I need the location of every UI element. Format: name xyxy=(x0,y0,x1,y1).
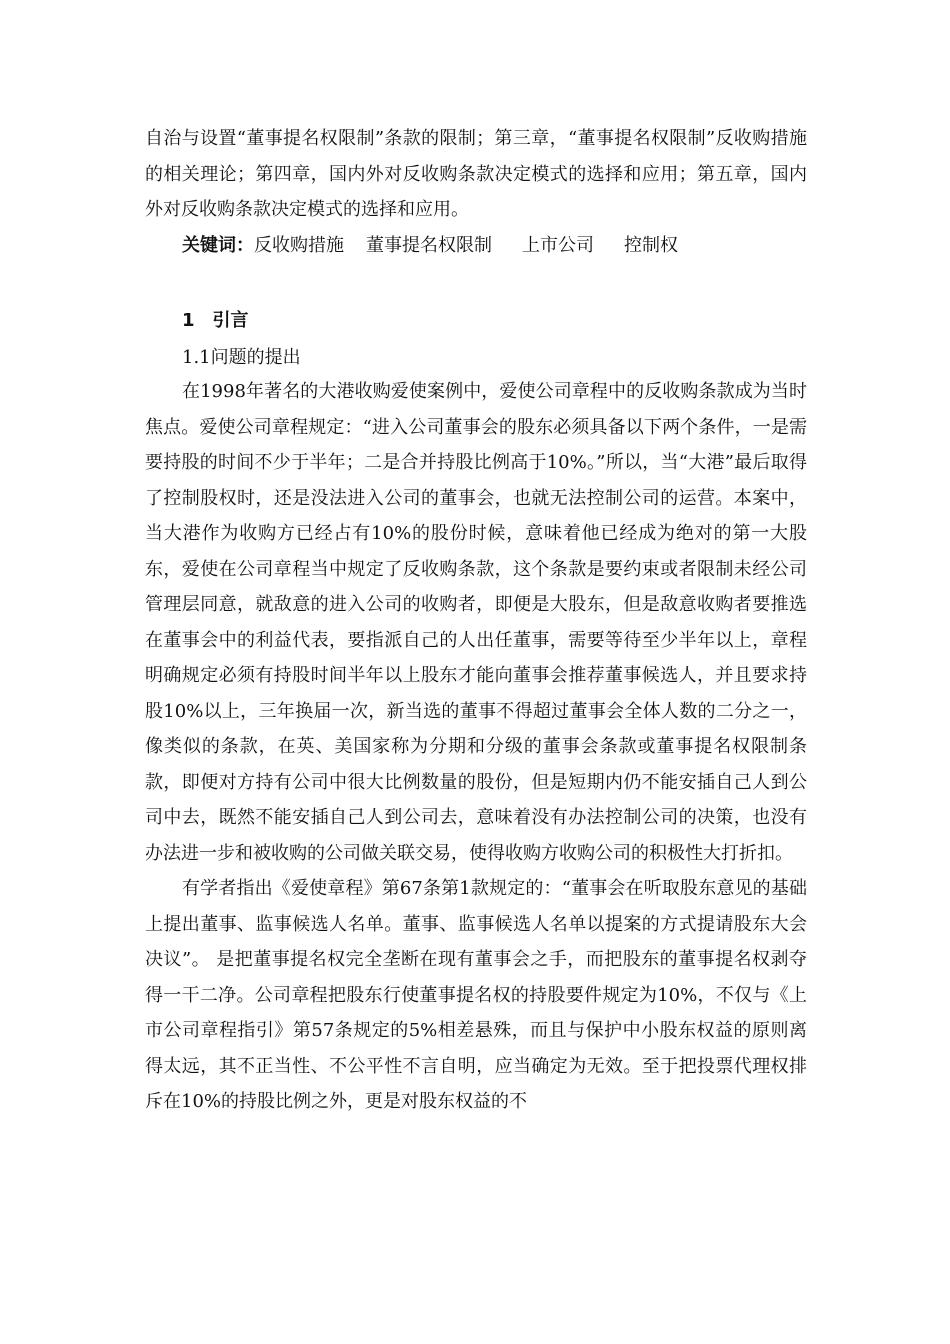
keywords-line xyxy=(182,228,678,263)
abstract-paragraph: 自治与设置“董事提名权限制”条款的限制；第三章，“董事提名权限制”反收购措施的相关理论；第四章，国内外对反收购条款决定模式的选择和应用；第五章，国内外对反收购条款决定模式的选择和应用。 xyxy=(145,128,807,220)
keyword-item: 上市公司 xyxy=(522,235,594,256)
body-text xyxy=(145,374,807,1120)
keyword-item: 控制权 xyxy=(624,235,678,256)
body-paragraph: 在1998年著名的大港收购爱使案例中，爱使公司章程中的反收购条款成为当时焦点。爱使公司章程规定：“进入公司董事会的股东必须具备以下两个条件，一是需要持股的时间不少于半年；二是合并持股比例高于10%。”所以，当“大港”最后取得了控制股权时，还是没法进入公司的董事会，也就无法控制公司的运营。本案中，当大港作为收购方已经占有10%的股份时候，意味着他已经成为绝对的第一大股东，爱使在公司章程当中规定了反收购条款，这个条款是要约束或者限制未经公司管理层同意，就敌意的进入公司的收购者，即便是大股东，但是敌意收购者要推选在董事会中的利益代表，要指派自己的人出任董事，需要等待至少半年以上，章程明确规定必须有持股时间半年以上股东才能向董事会推荐董事候选人，并且要求持股10%以上，三年换届一次，新当选的董事不得超过董事会全体人数的二分之一，像类似的条款，在英、美国家称为分期和分级的董事会条款或董事提名权限制条款，即便对方持有公司中很大比例数量的股份，但是短期内仍不能安插自己人到公司中去，既然不能安插自己人到公司去，意味着没有办法控制公司的决策，也没有办法进一步和被收购的公司做关联交易，使得收购方收购公司的积极性大打折扣。 xyxy=(145,381,807,864)
section-number: 1 xyxy=(182,310,195,331)
keywords-label: 关键词： xyxy=(182,235,254,256)
body-paragraph: 有学者指出《爱使章程》第67条第1款规定的：“董事会在听取股东意见的基础上提出董事、监事候选人名单。董事、监事候选人名单以提案的方式提请股东大会决议”。 是把董事提名权完全垄断在现有董事会之手，而把股东的董事提名权剥夺得一干二净。公司章程把股东行使董事提名权的持股要件规定为10%，不仅与《上市公司章程指引》第57条规定的5%相差悬殊，而且与保护中小股东权益的原则离得太远，其不正当性、不公平性不言自明，应当确定为无效。至于把投票代理权排斥在10%的持股比例之外，更是对股东权益的不 xyxy=(145,878,807,1112)
section-title: 引言 xyxy=(212,310,249,331)
section-heading xyxy=(182,303,249,338)
abstract-continuation xyxy=(145,121,807,228)
keyword-item: 反收购措施 xyxy=(254,235,344,256)
subsection-heading: 1.1问题的提出 xyxy=(182,347,301,368)
keyword-item: 董事提名权限制 xyxy=(366,235,492,256)
